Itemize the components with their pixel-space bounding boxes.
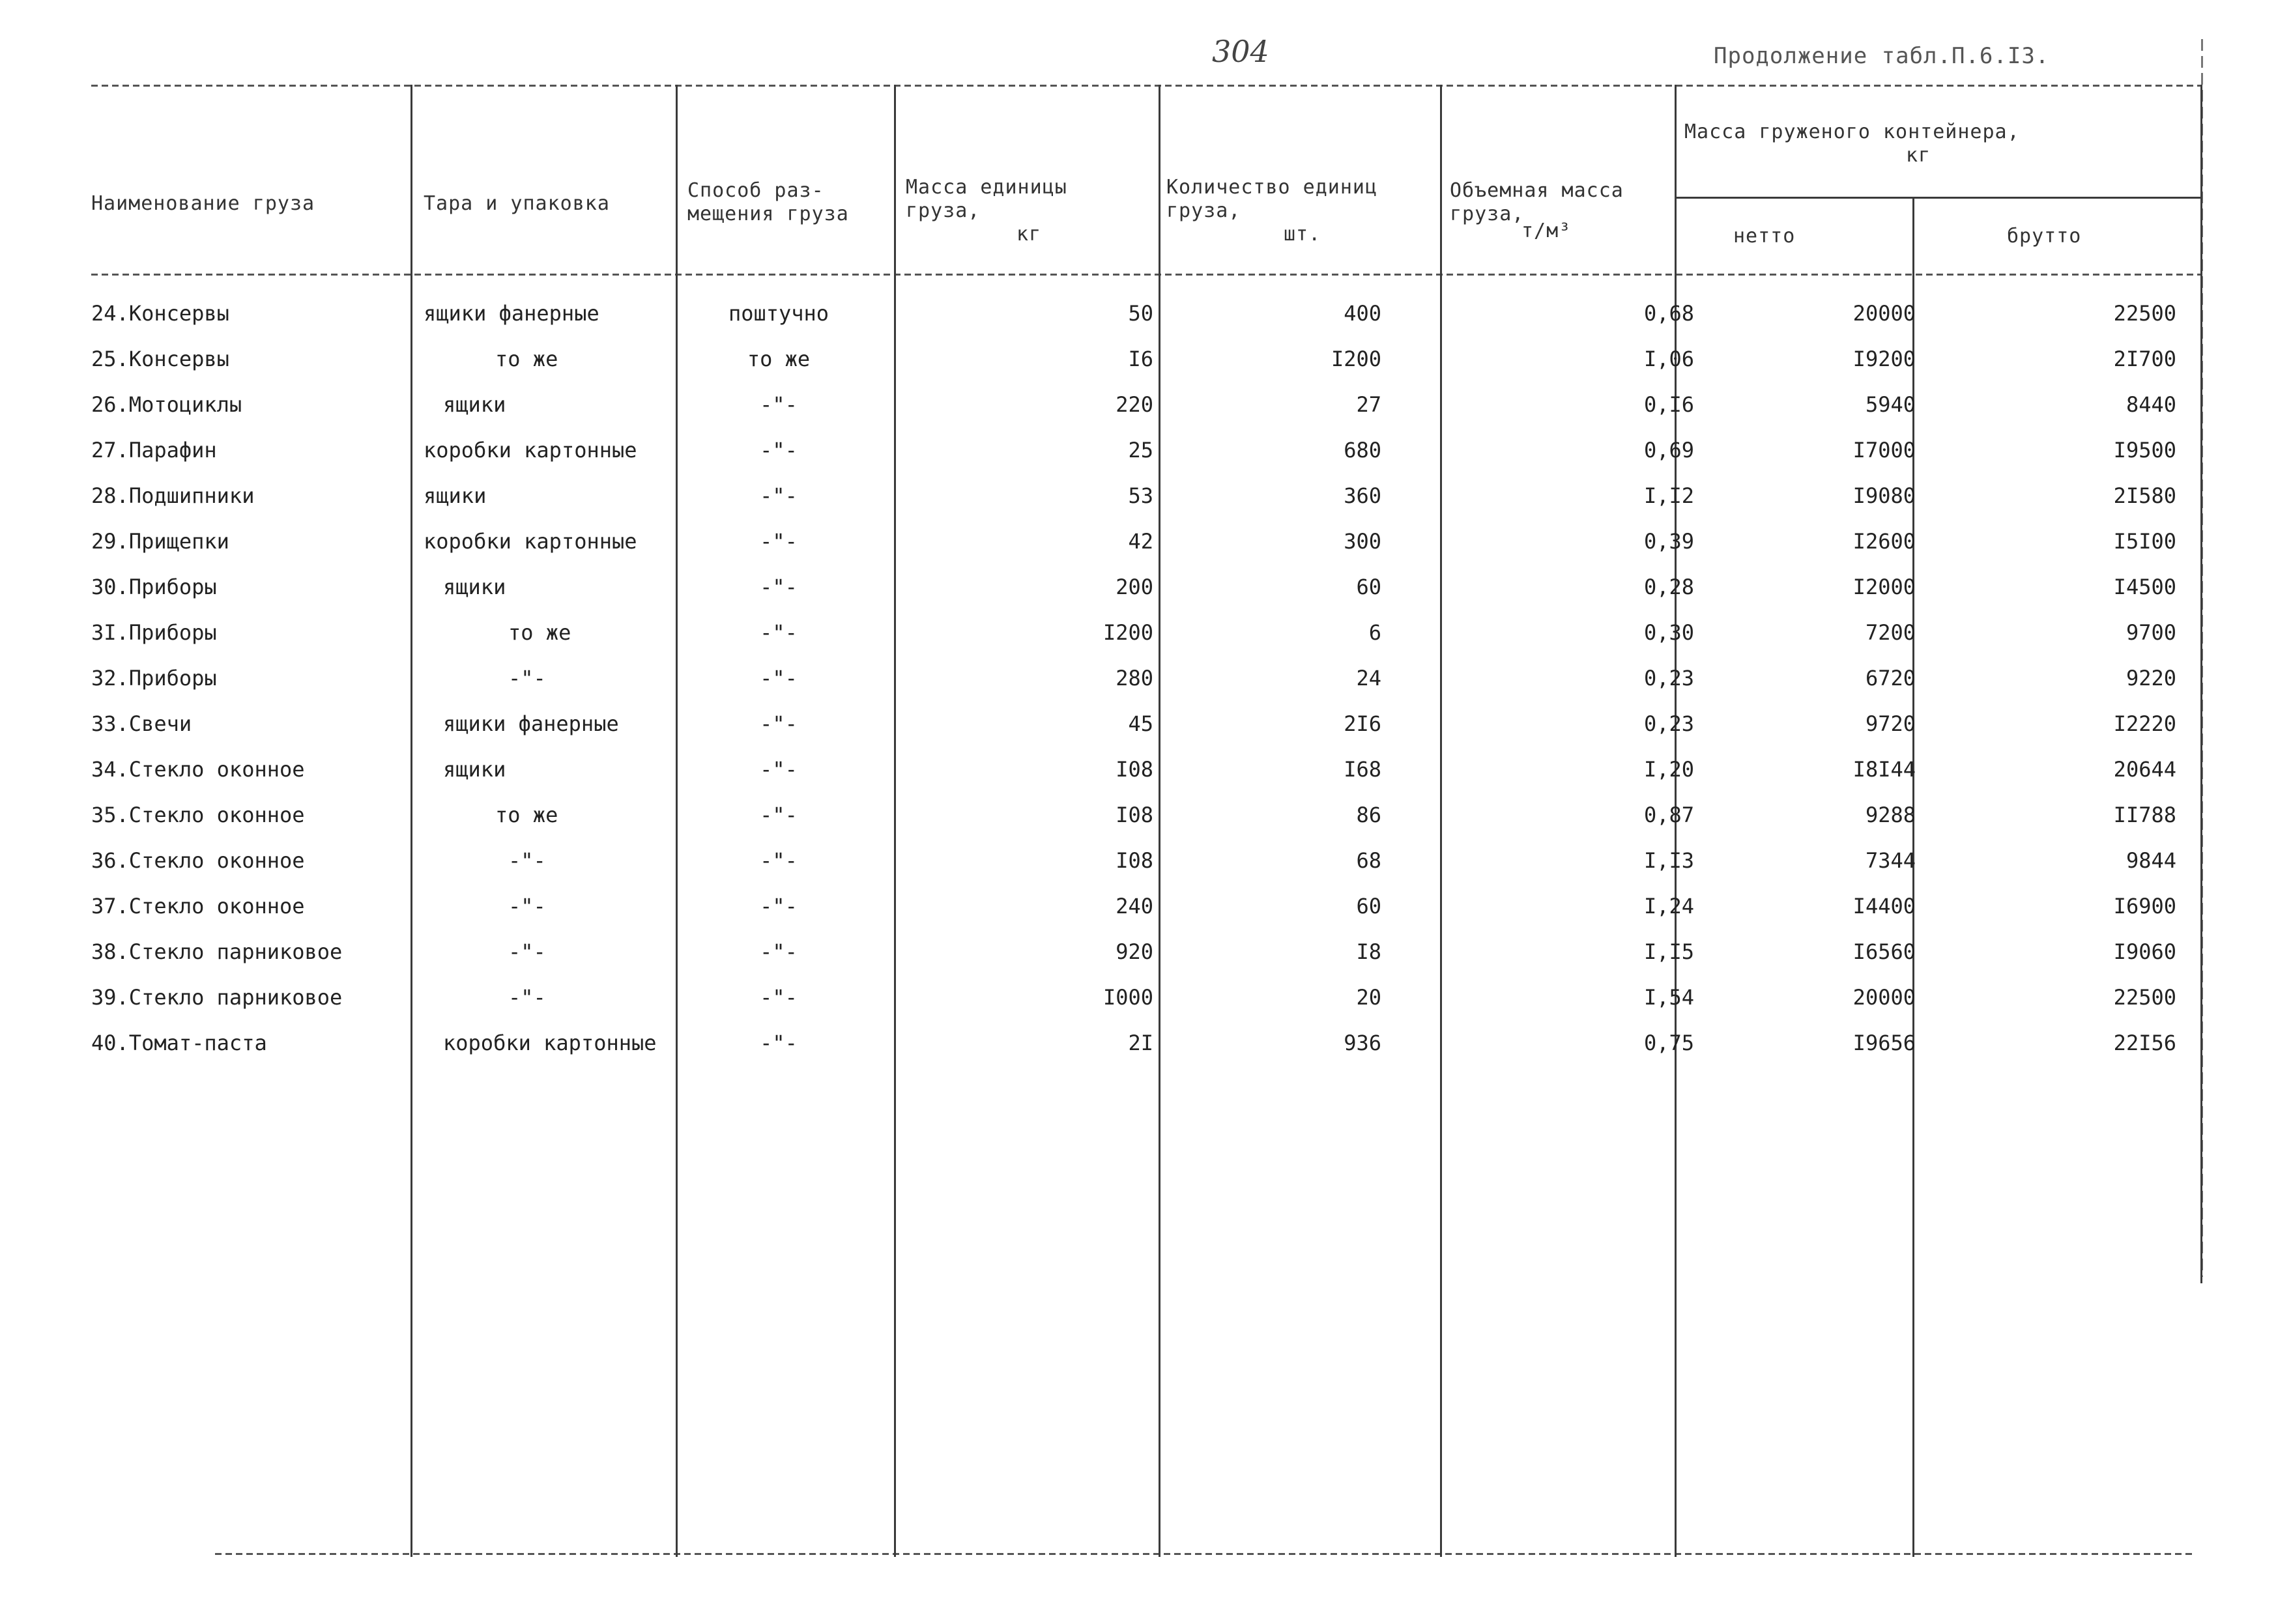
table-continuation-label: Продолжение табл.П.6.I3. xyxy=(1714,43,2050,69)
cell-unit-count: 60 xyxy=(1356,894,1381,919)
container-subheader-rule xyxy=(1675,197,2202,199)
cell-unit-mass: 2I xyxy=(1128,1031,1153,1055)
cell-gross: I2220 xyxy=(2113,711,2176,736)
cell-unit-mass: 50 xyxy=(1128,301,1153,326)
cell-cargo-name: 36.Стекло оконное xyxy=(91,848,305,873)
cell-cargo-name: 26.Мотоциклы xyxy=(91,392,242,417)
cell-volume-mass: I,I5 xyxy=(1643,939,1694,964)
cell-volume-mass: I,54 xyxy=(1643,985,1694,1010)
table-bottom-rule xyxy=(215,1553,2196,1555)
header-volume-mass-line1: Объемная масса xyxy=(1450,179,1624,202)
cell-unit-mass: 45 xyxy=(1128,711,1153,736)
cell-packaging: то же xyxy=(508,620,571,645)
cell-cargo-name: 28.Подшипники xyxy=(91,483,255,508)
table-row xyxy=(91,565,2202,611)
cargo-table xyxy=(91,85,2202,1557)
header-unit-mass-unit: кг xyxy=(1016,223,1042,246)
cell-net: 9288 xyxy=(1865,803,1916,827)
cell-net: 5940 xyxy=(1865,392,1916,417)
table-row xyxy=(91,520,2202,565)
cell-gross: 22500 xyxy=(2113,301,2176,326)
cell-volume-mass: I,24 xyxy=(1643,894,1694,919)
cell-unit-mass: I200 xyxy=(1102,620,1153,645)
cell-placement-method: -"- xyxy=(760,483,798,508)
cell-unit-mass: 240 xyxy=(1116,894,1153,919)
cell-packaging: то же xyxy=(495,803,558,827)
cell-unit-mass: I08 xyxy=(1116,803,1153,827)
cell-placement-method: -"- xyxy=(760,1031,798,1055)
cell-placement-method: -"- xyxy=(760,529,798,554)
header-container-mass-line1: Масса груженого контейнера, xyxy=(1684,121,2020,143)
table-row xyxy=(91,657,2202,702)
cell-gross: I6900 xyxy=(2113,894,2176,919)
cell-unit-count: 2I6 xyxy=(1344,711,1381,736)
cell-packaging: -"- xyxy=(508,939,546,964)
cell-packaging: ящики xyxy=(443,757,506,782)
table-row xyxy=(91,337,2202,383)
cell-placement-method: -"- xyxy=(760,666,798,691)
cell-net: 7200 xyxy=(1865,620,1916,645)
cell-gross: 2I700 xyxy=(2113,347,2176,371)
cell-gross: 9844 xyxy=(2125,848,2176,873)
cell-unit-count: 680 xyxy=(1344,438,1381,463)
cell-net: I2600 xyxy=(1852,529,1916,554)
cell-net: 20000 xyxy=(1852,985,1916,1010)
cell-placement-method: -"- xyxy=(760,392,798,417)
cell-unit-mass: 42 xyxy=(1128,529,1153,554)
cell-packaging: ящики xyxy=(424,483,487,508)
cell-gross: I5I00 xyxy=(2113,529,2176,554)
cell-placement-method: -"- xyxy=(760,894,798,919)
cell-cargo-name: 39.Стекло парниковое xyxy=(91,985,343,1010)
cell-volume-mass: 0,30 xyxy=(1643,620,1694,645)
table-row xyxy=(91,429,2202,474)
cell-unit-count: 27 xyxy=(1356,392,1381,417)
cell-gross: 22500 xyxy=(2113,985,2176,1010)
cell-gross: 2I580 xyxy=(2113,483,2176,508)
cell-volume-mass: 0,I6 xyxy=(1643,392,1694,417)
cell-unit-count: 24 xyxy=(1356,666,1381,691)
cell-net: 6720 xyxy=(1865,666,1916,691)
cell-packaging: коробки картонные xyxy=(443,1031,657,1055)
header-placement-method xyxy=(687,179,849,226)
header-placement-line1: Способ раз- xyxy=(687,179,824,202)
cell-net: I8I44 xyxy=(1852,757,1916,782)
cell-unit-count: 6 xyxy=(1368,620,1381,645)
cell-unit-count: 360 xyxy=(1344,483,1381,508)
header-volume-mass-unit: т/м³ xyxy=(1521,220,1572,242)
cell-unit-count: I8 xyxy=(1356,939,1381,964)
cell-cargo-name: 37.Стекло оконное xyxy=(91,894,305,919)
cell-unit-count: I68 xyxy=(1344,757,1381,782)
cell-unit-count: 60 xyxy=(1356,575,1381,599)
cell-net: 7344 xyxy=(1865,848,1916,873)
header-unit-count-line1: Количество единиц xyxy=(1166,176,1378,199)
cell-volume-mass: 0,23 xyxy=(1643,711,1694,736)
cell-volume-mass: 0,39 xyxy=(1643,529,1694,554)
table-row xyxy=(91,793,2202,839)
cell-unit-count: 68 xyxy=(1356,848,1381,873)
cell-placement-method: то же xyxy=(747,347,811,371)
cell-cargo-name: 40.Томат-паста xyxy=(91,1031,267,1055)
cell-placement-method: поштучно xyxy=(728,301,829,326)
header-unit-mass xyxy=(906,176,1153,246)
cell-cargo-name: 38.Стекло парниковое xyxy=(91,939,343,964)
cell-cargo-name: 25.Консервы xyxy=(91,347,229,371)
cell-volume-mass: 0,28 xyxy=(1643,575,1694,599)
table-row xyxy=(91,748,2202,793)
header-container-mass xyxy=(1684,121,2199,167)
cell-unit-mass: 220 xyxy=(1116,392,1153,417)
cell-packaging: ящики фанерные xyxy=(424,301,599,326)
header-unit-count-unit: шт. xyxy=(1284,223,1321,246)
cell-unit-mass: I08 xyxy=(1116,757,1153,782)
cell-volume-mass: 0,87 xyxy=(1643,803,1694,827)
cell-volume-mass: 0,75 xyxy=(1643,1031,1694,1055)
cell-gross: 22I56 xyxy=(2113,1031,2176,1055)
cell-gross: I9500 xyxy=(2113,438,2176,463)
cell-packaging: ящики фанерные xyxy=(443,711,619,736)
cell-net: I9080 xyxy=(1852,483,1916,508)
cell-cargo-name: 27.Парафин xyxy=(91,438,217,463)
cell-net: I4400 xyxy=(1852,894,1916,919)
table-row xyxy=(91,976,2202,1021)
cell-cargo-name: 24.Консервы xyxy=(91,301,229,326)
header-placement-line2: мещения груза xyxy=(687,203,849,225)
cell-placement-method: -"- xyxy=(760,711,798,736)
cell-volume-mass: 0,68 xyxy=(1643,301,1694,326)
cell-unit-count: 20 xyxy=(1356,985,1381,1010)
cell-unit-mass: 920 xyxy=(1116,939,1153,964)
cell-net: 20000 xyxy=(1852,301,1916,326)
cell-packaging: то же xyxy=(495,347,558,371)
header-volume-mass xyxy=(1450,179,1671,243)
cell-placement-method: -"- xyxy=(760,803,798,827)
cell-placement-method: -"- xyxy=(760,939,798,964)
table-row xyxy=(91,1021,2202,1067)
table-body xyxy=(91,292,2202,1067)
cell-packaging: -"- xyxy=(508,985,546,1010)
cell-unit-mass: 200 xyxy=(1116,575,1153,599)
cell-unit-count: 86 xyxy=(1356,803,1381,827)
cell-placement-method: -"- xyxy=(760,620,798,645)
table-row xyxy=(91,383,2202,429)
cell-volume-mass: I,06 xyxy=(1643,347,1694,371)
header-unit-count xyxy=(1166,176,1440,246)
cell-packaging: коробки картонные xyxy=(424,438,637,463)
cell-unit-mass: 25 xyxy=(1128,438,1153,463)
cell-net: I9656 xyxy=(1852,1031,1916,1055)
cell-packaging: ящики xyxy=(443,575,506,599)
header-packaging: Тара и упаковка xyxy=(424,192,610,215)
cell-unit-mass: I08 xyxy=(1116,848,1153,873)
table-row xyxy=(91,839,2202,885)
cell-placement-method: -"- xyxy=(760,438,798,463)
cell-unit-mass: I000 xyxy=(1102,985,1153,1010)
cell-net: I6560 xyxy=(1852,939,1916,964)
page-number: 304 xyxy=(1212,34,1269,69)
cell-packaging: коробки картонные xyxy=(424,529,637,554)
cell-placement-method: -"- xyxy=(760,575,798,599)
cell-net: I7000 xyxy=(1852,438,1916,463)
cell-unit-mass: 53 xyxy=(1128,483,1153,508)
header-unit-mass-line1: Масса единицы xyxy=(906,176,1067,199)
cell-placement-method: -"- xyxy=(760,985,798,1010)
table-top-rule xyxy=(91,85,2202,87)
cell-net: I2000 xyxy=(1852,575,1916,599)
header-volume-mass-line2: груза, xyxy=(1450,203,1525,225)
cell-cargo-name: 35.Стекло оконное xyxy=(91,803,305,827)
table-row xyxy=(91,702,2202,748)
cell-cargo-name: 3I.Приборы xyxy=(91,620,217,645)
cell-gross: I9060 xyxy=(2113,939,2176,964)
cell-unit-mass: 280 xyxy=(1116,666,1153,691)
table-row xyxy=(91,474,2202,520)
cell-volume-mass: I,20 xyxy=(1643,757,1694,782)
header-gross: брутто xyxy=(2007,225,2082,248)
cell-volume-mass: I,I3 xyxy=(1643,848,1694,873)
cell-unit-count: 400 xyxy=(1344,301,1381,326)
cell-unit-count: I200 xyxy=(1331,347,1381,371)
cell-gross: II788 xyxy=(2113,803,2176,827)
table-row xyxy=(91,292,2202,337)
cell-placement-method: -"- xyxy=(760,757,798,782)
header-unit-mass-line2: груза, xyxy=(906,199,981,222)
cell-placement-method: -"- xyxy=(760,848,798,873)
table-row xyxy=(91,885,2202,930)
cell-cargo-name: 30.Приборы xyxy=(91,575,217,599)
header-container-mass-unit: кг xyxy=(1906,144,1931,167)
cell-cargo-name: 34.Стекло оконное xyxy=(91,757,305,782)
cell-gross: 20644 xyxy=(2113,757,2176,782)
cell-gross: 9220 xyxy=(2125,666,2176,691)
cell-unit-mass: I6 xyxy=(1128,347,1153,371)
header-net: нетто xyxy=(1733,225,1796,248)
cell-packaging: -"- xyxy=(508,666,546,691)
header-cargo-name: Наименование груза xyxy=(91,192,315,215)
cell-volume-mass: 0,23 xyxy=(1643,666,1694,691)
cell-packaging: -"- xyxy=(508,894,546,919)
cell-packaging: ящики xyxy=(443,392,506,417)
cell-unit-count: 300 xyxy=(1344,529,1381,554)
cell-gross: 8440 xyxy=(2125,392,2176,417)
table-row xyxy=(91,611,2202,657)
cell-unit-count: 936 xyxy=(1344,1031,1381,1055)
cell-cargo-name: 29.Прищепки xyxy=(91,529,229,554)
cell-cargo-name: 33.Свечи xyxy=(91,711,192,736)
cell-packaging: -"- xyxy=(508,848,546,873)
cell-gross: I4500 xyxy=(2113,575,2176,599)
header-unit-count-line2: груза, xyxy=(1166,199,1241,222)
cell-net: I9200 xyxy=(1852,347,1916,371)
cell-gross: 9700 xyxy=(2125,620,2176,645)
header-bottom-rule xyxy=(91,274,2202,276)
cell-volume-mass: 0,69 xyxy=(1643,438,1694,463)
cell-volume-mass: I,I2 xyxy=(1643,483,1694,508)
table-row xyxy=(91,930,2202,976)
cell-cargo-name: 32.Приборы xyxy=(91,666,217,691)
cell-net: 9720 xyxy=(1865,711,1916,736)
